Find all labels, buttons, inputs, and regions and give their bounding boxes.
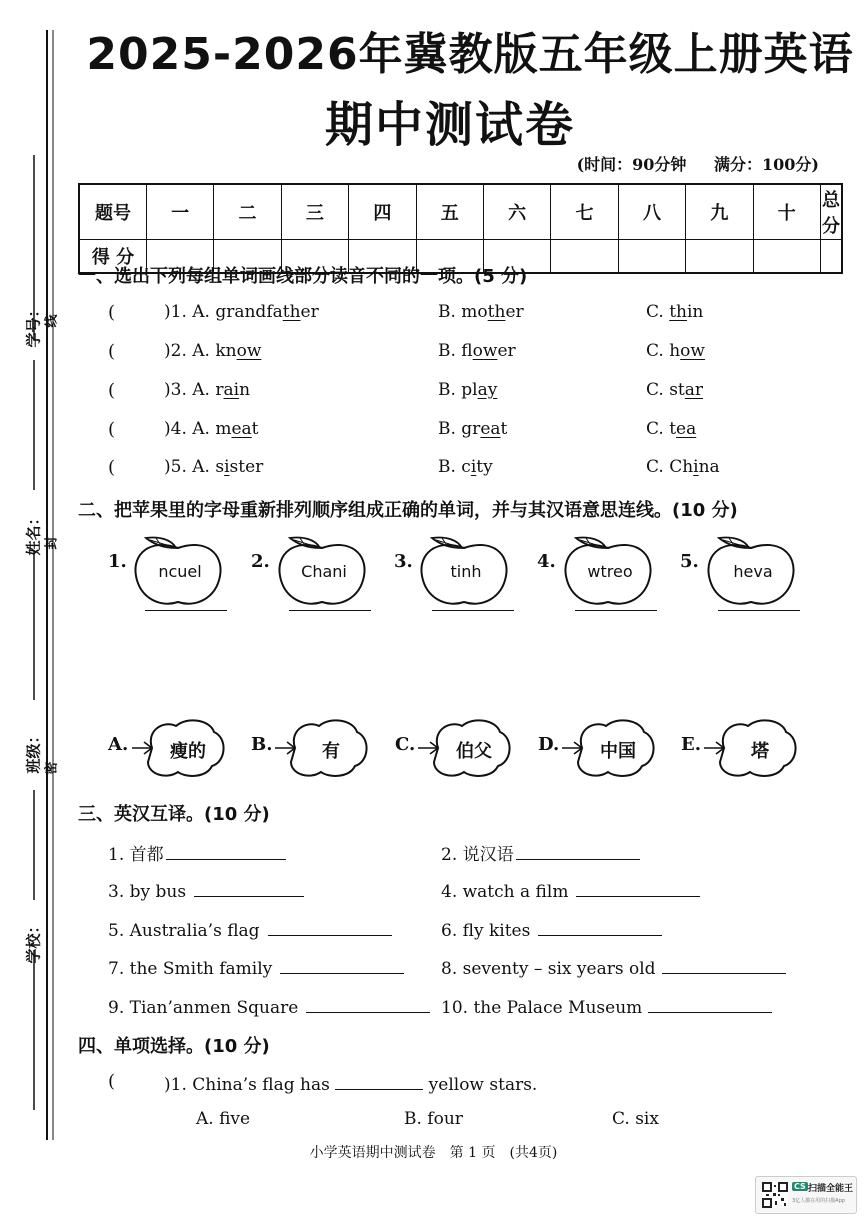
score-header-cell: 题号 <box>79 184 146 240</box>
score-header-cell: 八 <box>618 184 685 240</box>
leaf-letter: C. <box>395 734 416 755</box>
question-number: )1. A. <box>164 302 216 322</box>
exam-time: (时间：90分钟 <box>576 155 687 174</box>
translation-item: 10. the Palace Museum <box>441 994 772 1018</box>
apple-word: Chani <box>301 562 347 581</box>
apple-word: heva <box>733 562 773 581</box>
scanner-logo: CS <box>794 1182 806 1191</box>
question-number: )4. A. <box>164 419 216 439</box>
leaf-word: 瘦的 <box>170 741 206 762</box>
answer-bracket[interactable]: ( <box>108 457 116 478</box>
translation-item: 2. 说汉语 <box>441 840 640 865</box>
leaf-word: 中国 <box>600 741 636 762</box>
margin-school-label: 学校： <box>24 918 43 964</box>
translation-item: 7. the Smith family <box>108 955 404 979</box>
section3-title: 三、英汉互译。(10 分) <box>78 804 270 825</box>
leaf-letter: E. <box>681 734 701 755</box>
question-number: )3. A. <box>164 380 216 400</box>
score-header-cell: 一 <box>146 184 213 240</box>
score-header-cell: 六 <box>483 184 550 240</box>
apple-number: 2. <box>251 551 270 572</box>
exam-meta <box>555 152 819 175</box>
leaf-word: 有 <box>322 741 340 762</box>
score-cell[interactable] <box>686 240 753 274</box>
question-number: )2. A. <box>164 341 216 361</box>
answer-line[interactable] <box>718 610 800 611</box>
answer-blank[interactable] <box>194 878 304 897</box>
apple-number: 1. <box>108 551 127 572</box>
page-title: 2025-2026年冀教版五年级上册英语 <box>86 29 854 80</box>
score-table <box>78 183 843 274</box>
score-row-label: 得 分 <box>79 240 146 274</box>
section4-title: 四、单项选择。(10 分) <box>78 1036 270 1057</box>
apple-number: 4. <box>537 551 556 572</box>
binding-margin-lines <box>0 0 70 1228</box>
score-cell[interactable] <box>551 240 618 274</box>
margin-student-id-label: 学号： <box>24 302 43 348</box>
leaf-letter: A. <box>108 734 129 755</box>
section1-question-1: ( )1. A. grandfather B. mother C. thin <box>108 302 704 323</box>
question-text: )1. China’s flag has <box>164 1075 330 1095</box>
answer-blank[interactable] <box>306 994 430 1013</box>
answer-bracket[interactable]: ( <box>108 380 116 401</box>
score-header-cell: 七 <box>551 184 618 240</box>
margin-dense-mark: 密 <box>44 761 60 775</box>
section1-question-2: ( )2. A. know B. flower C. how <box>108 341 705 362</box>
page-subtitle: 期中测试卷 <box>324 97 575 153</box>
leaf-letter: B. <box>251 734 273 755</box>
answer-blank[interactable] <box>538 917 662 936</box>
apple-word: wtreo <box>587 562 633 581</box>
answer-blank[interactable] <box>662 955 786 974</box>
answer-blank[interactable] <box>335 1071 423 1090</box>
answer-bracket[interactable]: ( <box>108 341 116 362</box>
margin-line-mark: 线 <box>44 314 60 328</box>
score-header-cell: 九 <box>686 184 753 240</box>
score-header-cell: 总分 <box>820 184 842 240</box>
margin-seal-mark: 封 <box>44 536 60 550</box>
score-header-cell: 五 <box>416 184 483 240</box>
translation-item: 5. Australia’s flag <box>108 917 392 941</box>
answer-line[interactable] <box>575 610 657 611</box>
score-cell[interactable] <box>753 240 820 274</box>
option-a[interactable]: A. five <box>196 1109 251 1129</box>
leaf-letter: D. <box>538 734 560 755</box>
translation-item: 1. 首都 <box>108 840 286 865</box>
exam-full-score: 满分：100分) <box>714 155 819 174</box>
scanner-watermark <box>755 1176 857 1214</box>
score-table-header-row <box>79 184 842 240</box>
section1-question-4: ( )4. A. meat B. great C. tea <box>108 419 697 440</box>
scanner-sublabel: 3亿人都在用的扫描App <box>792 1198 845 1204</box>
answer-line[interactable] <box>432 610 514 611</box>
score-header-cell: 十 <box>753 184 820 240</box>
answer-bracket[interactable]: ( <box>108 419 116 440</box>
section1-title: 一、选出下列每组单词画线部分读音不同的一项。(5 分) <box>78 266 528 287</box>
margin-class-label: 班级： <box>24 728 43 774</box>
answer-blank[interactable] <box>576 878 700 897</box>
section1-question-3: ( )3. A. rain B. play C. star <box>108 380 704 401</box>
page-footer: 小学英语期中测试卷 第 1 页 (共4页) <box>309 1145 558 1161</box>
leaf-word: 塔 <box>751 741 769 762</box>
apple-number: 3. <box>394 551 413 572</box>
margin-name-label: 姓名： <box>24 510 43 556</box>
score-cell[interactable] <box>820 240 842 274</box>
translation-item: 9. Tian’anmen Square <box>108 994 430 1018</box>
question-number: )5. A. <box>164 457 216 477</box>
scanner-label: 扫描全能王 <box>808 1184 854 1194</box>
translation-item: 4. watch a film <box>441 878 700 902</box>
leaf-word: 伯父 <box>456 741 492 762</box>
answer-bracket[interactable]: ( <box>108 302 116 323</box>
choice-question-1 <box>108 1071 808 1095</box>
apple-word: tinh <box>450 562 482 581</box>
apple-number: 5. <box>680 551 699 572</box>
answer-line[interactable] <box>145 610 227 611</box>
answer-line[interactable] <box>289 610 371 611</box>
translation-item: 6. fly kites <box>441 917 662 941</box>
option-c[interactable]: C. six <box>612 1109 659 1129</box>
answer-blank[interactable] <box>268 917 392 936</box>
answer-bracket[interactable]: ( <box>108 1071 116 1092</box>
translation-item: 8. seventy – six years old <box>441 955 786 979</box>
score-header-cell: 四 <box>349 184 416 240</box>
score-header-cell: 三 <box>281 184 348 240</box>
qr-code-icon <box>762 1182 788 1208</box>
question-text-end: yellow stars. <box>428 1075 538 1095</box>
section2-title: 二、把苹果里的字母重新排列顺序组成正确的单词，并与其汉语意思连线。(10 分) <box>78 500 738 521</box>
answer-blank[interactable] <box>166 841 286 860</box>
score-header-cell: 二 <box>214 184 281 240</box>
answer-blank[interactable] <box>280 955 404 974</box>
translation-item: 3. by bus <box>108 878 304 902</box>
score-cell[interactable] <box>618 240 685 274</box>
answer-blank[interactable] <box>648 994 772 1013</box>
option-b[interactable]: B. four <box>404 1109 463 1129</box>
section1-question-5: ( )5. A. sister B. city C. China <box>108 457 720 478</box>
apple-word: ncuel <box>158 562 202 581</box>
answer-blank[interactable] <box>516 841 640 860</box>
